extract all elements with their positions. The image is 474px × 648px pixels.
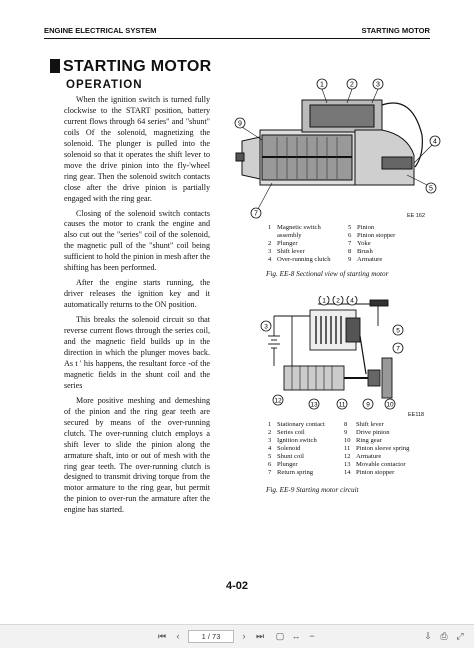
callout-label: 3 <box>376 81 380 89</box>
download-icon[interactable]: ⇩ <box>424 631 432 641</box>
callout-label: 2 <box>336 297 340 305</box>
legend-item: 6 Plunger <box>268 461 298 468</box>
callout-label: 5 <box>396 327 400 335</box>
legend-item: 7 Yoke <box>348 240 371 247</box>
callout-label: 2 <box>350 81 354 89</box>
fit-page-icon[interactable]: ▢ <box>275 631 285 641</box>
figure-code: EE 162 <box>407 213 426 219</box>
running-header <box>44 24 430 39</box>
legend-item: 13 Movable contactor <box>344 461 406 468</box>
last-page-icon[interactable]: ⏭ <box>255 631 265 641</box>
legend-item: 4 Solenoid <box>268 445 301 452</box>
page-title <box>50 58 212 76</box>
viewer-toolbar <box>0 624 474 648</box>
callout-label: 7 <box>396 345 400 353</box>
section-subtitle: OPERATION <box>66 79 143 91</box>
paragraph: Closing of the solenoid switch contacts causes the motor to crank the engine and also cut out the "series" coil of the solenoid, the magnetic pull of the "shunt" coil being sufficient to hold the pinion in mesh after the shifting has been performed. <box>64 208 210 273</box>
callout-label: 10 <box>386 401 394 409</box>
fullscreen-icon[interactable]: ⤢ <box>456 631 464 641</box>
figure-code: EE118 <box>408 412 425 418</box>
legend-item: 8 Shift lever <box>344 421 384 428</box>
legend-item: 5 Shunt coil <box>268 453 304 460</box>
legend-column <box>344 421 409 477</box>
callout-label: 11 <box>338 401 346 409</box>
callout-label: 4 <box>350 297 354 305</box>
page-indicator[interactable]: 1 / 73 <box>188 630 234 643</box>
legend-item: 10 Ring gear <box>344 437 382 444</box>
next-page-icon[interactable]: › <box>242 631 246 641</box>
body-text <box>64 95 210 520</box>
legend-item: 11 Pinion sleeve spring <box>344 445 410 452</box>
legend-item: 4 Over-running clutch <box>268 256 331 263</box>
legend-item: 14 Pinion stopper <box>344 469 395 476</box>
callout-label: 7 <box>254 210 258 218</box>
paragraph: When the ignition switch is turned fully clockwise to the START position, battery current flows through 64 series" and "shunt" coils Of the solenoid, magnetizing the solenoid. The plunger is pulled into the solenoid so that it operates the shift lever to move the drive pinion into the fly-'wheel ring gear. Then the solenoid switch contacts close after the drive pinion is partially engaged with the ring gear. <box>64 95 210 203</box>
legend-item: 9 Armature <box>348 256 383 263</box>
callout-label: 5 <box>429 185 433 193</box>
header-section-title: ENGINE ELECTRICAL SYSTEM <box>44 26 157 35</box>
first-page-icon[interactable]: ⏮ <box>157 631 167 641</box>
callout-label: 3 <box>264 323 268 331</box>
paragraph: More positive meshing and demeshing of the pinion and the ring gear teeth are secured by means of the over-running clutch. The over-running clutch employs a shift lever to slide the pinion along the armature shaft, into or out of mesh with the ring gear teeth. The over-running clutch is designed to transmit driving torque from the motor armature to the ring gear, but permit the pinion to over-run the armature after the engine has started. <box>64 395 210 515</box>
legend-item: assembly <box>277 232 302 239</box>
zoom-out-icon[interactable]: − <box>309 631 315 641</box>
callout-label: 1 <box>322 297 326 305</box>
callout-label: 9 <box>238 120 242 128</box>
fit-width-icon[interactable]: ↔ <box>291 631 301 641</box>
sectional-view-figure <box>232 75 442 225</box>
legend-item: 2 Plunger <box>268 240 298 247</box>
legend-item: 2 Series coil <box>268 429 305 436</box>
legend-item: 6 Pinion stopper <box>348 232 396 239</box>
legend-item: 7 Return spring <box>268 469 314 476</box>
callout-label: 4 <box>433 138 437 146</box>
paragraph: This breaks the solenoid circuit so that reverse current flows through the series coil, and the magnetic field builds up in the direction in which the plunger moves back. As t ' his happens, the resultant force -of the magnetic fields in the shunt coil and the series <box>64 315 210 390</box>
legend-item: 3 Shift lever <box>268 248 305 255</box>
legend-item: 3 Ignition switch <box>268 437 317 444</box>
figure2-legend <box>268 421 448 479</box>
legend-column <box>348 224 395 264</box>
prev-page-icon[interactable]: ‹ <box>176 631 180 641</box>
callout-label: 1 <box>320 81 324 89</box>
header-topic-title: STARTING MOTOR <box>361 26 430 35</box>
figure1-legend <box>268 224 438 266</box>
legend-item: 1 Magnetic switch <box>268 224 321 231</box>
figure1-caption: Fig. EE-8 Sectional view of starting motor <box>266 270 389 278</box>
legend-item: 12 Armature <box>344 453 382 460</box>
callout-label: 9 <box>366 401 370 409</box>
paragraph: After the engine starts running, the driver releases the ignition key and it automatically returns to the ON position. <box>64 278 210 310</box>
legend-item: 5 Pinion <box>348 224 375 231</box>
legend-column <box>268 224 331 264</box>
circuit-figure <box>258 296 408 414</box>
legend-item: 9 Drive pinion <box>344 429 390 436</box>
legend-item: 8 Brush <box>348 248 373 255</box>
title-bullet-square <box>50 59 60 73</box>
legend-item: 1 Stationary contact <box>268 421 325 428</box>
callout-label: 12 <box>274 397 282 405</box>
page-number: 4-02 <box>225 580 249 592</box>
callout-label: 13 <box>310 401 318 409</box>
print-icon[interactable]: ⎙ <box>440 631 448 641</box>
figure2-caption: Fig. EE-9 Starting motor circuit <box>266 486 359 494</box>
page-title-text: STARTING MOTOR <box>63 58 212 75</box>
legend-column <box>268 421 325 477</box>
